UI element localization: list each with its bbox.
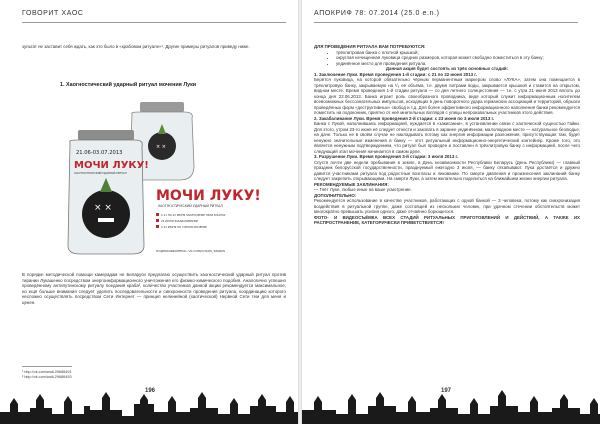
header-rule	[314, 22, 578, 23]
right-page	[302, 0, 600, 424]
intro-paragraph: зультат не заставит себя ждать, как это было в «крабовом ритуале»¹. Другие примеры ритуалов приведу ниже.	[22, 44, 250, 49]
method-paragraph: В порядке методической помощи камерадам не Беларуси предлагаю осуществить хаогностический ударный ритуал против тирании Лукашенко посредством энергоинформационного уничтожения его физико-химического подобия. Аналогично успешно проведённому антипутинскому ритуалу поедания краба², количество участников данной акции рекомендуется максимальное, но ещё больше внимания следует уделить последовательности и синхронности проведения ритуала, координацию которого несложно осуществлять посредством Сети Интернет — принцип нелинейной (хаотической) Нервной Сети тем для меня и ценен.	[22, 272, 286, 305]
running-head-right: АПОКРИФ 78: 07.2014 (25.0 e.n.)	[314, 10, 440, 17]
jar-date: 21.06-03.07.2013	[76, 150, 123, 156]
stage2-text: Банка с Лукой, наполнившись информацией, нуждается в «закисании», в установлении связи с хаотической сущностью Гайки. Для этого, утром 23-го июня её следует отнести и закопать в заранее уединённом, малолюдном месте — натуральное безлюдье, на даче. Только не в своём случае не накладывать потому как энергия информации разложения, присутствующая там, будет ненужно значительные изменения в банку — этот ритуальный информационно-энергетический контейнер. Кроме того, это является ненужным подтверждением, что ритуал был проведён и поставлен в трёхлитровую банку с информацией, после чего следующий этап мочения начинается в самом деле.	[314, 121, 580, 154]
running-head-left: ГОВОРИТ ХАОС	[22, 10, 84, 17]
additional-text: Рекомендуется использование в качестве участников, работающих с одной банкой — 3 человека, потому как синхронизация воздействия в ритуальной группе, даже состоящей из нескольких человек, при удачном стечении обстоятельств может многократно превышать усилия одного, даже отчаянно борющегося.	[314, 198, 580, 214]
poster-date-line: С 24 ИЮНЯ ПО 3 ИЮЛЯ МОЧЕНИЕ	[161, 226, 207, 229]
poster-title: МОЧИ ЛУКУ!	[156, 188, 261, 204]
list-item: • округлая нечищенная луковица средних размеров, которая может свободно поместиться в эту банку;	[336, 55, 580, 61]
spells-heading: РЕКОМЕНДУЕМЫЕ ЗАКЛИНАНИЯ:	[314, 181, 389, 187]
poster-subscribe: ПОДПИСЫВАЙТЕСЬ: VK.COM/CHAOS_SPARKS	[156, 249, 226, 253]
poster-illustration	[60, 96, 261, 256]
stage2-title: 2. Закабаливание Луки. Время проведения 2-й стадии: с 23 июня по 3 июля 2013 г.	[314, 115, 495, 121]
section-heading: 1. Хаогностический ударный ритуал мочения Луки	[60, 82, 197, 88]
skyline-decoration	[302, 390, 600, 424]
skyline-decoration	[0, 390, 298, 424]
footnote: ² http://vk.com/wall-29686493	[22, 375, 72, 379]
header-rule	[22, 22, 286, 23]
list-item: • трёхлитровая банка с плотной крышкой;	[336, 50, 580, 56]
poster-date-line: 23 ИЮНЯ ЗАКАБАЛИВАНИЕ	[161, 220, 199, 223]
page-number-left: 196	[145, 388, 156, 394]
front-jar	[68, 130, 149, 254]
footnotes	[22, 370, 72, 380]
equipment-section	[314, 44, 580, 226]
svg-text:× ×: × ×	[156, 144, 166, 150]
stage3-text: Спустя почти две недели пребывания в земле, в День независимости Республики Беларусь (День Республики) — главный праздник белорусской государственности, празднуемый ежегодно 3 июля, — банку откапывают. Лука достаётся и дружно давится участниками ритуала под радостные возгласы и ликование. По смерти давления и произнесения заклинаний банку следует закрепить открывающими. На смерти Луки, а затем желательно поделиться на ближайшем жизни энергии ритуала.	[314, 159, 580, 181]
jar-title: МОЧИ ЛУКУ!	[74, 160, 149, 171]
equipment-heading: ДЛЯ ПРОВЕДЕНИЯ РИТУАЛА ВАМ ПОТРЕБУЮТСЯ:	[314, 44, 426, 49]
additional-heading: ДОПОЛНИТЕЛЬНО:	[314, 192, 357, 198]
poster-subtitle: ХАОГНОСТИЧЕСКИЙ УДАРНЫЙ РИТУАЛ	[158, 204, 223, 208]
left-page	[0, 0, 298, 424]
svg-text:× ×: × ×	[94, 203, 112, 213]
page-number-right: 197	[441, 388, 452, 394]
poster-dates	[156, 213, 226, 229]
stage1-text: Берётся луковица, на которой обязательно чёрным перманентным маркером слово «ЛУКА», затем она помещается в трёхлитровую банку, закрываемую на ¹/₆ её объёма, т.е. двумя литрами воды, закрывается крышкой и ставится на открытом, видном месте. Время проведения 1-й стадии ритуала — со дня летнего солнцестояния — т.е. с утра 21 июня 2013 вплоть до конца дня 22.06.2013. Банка играет роль своеобразного проводника, видя который служит информационным носителем всевозможных бессознательных импульсов, исходящих в день поворотного удара германских ассоциаций и территорий, обрызги проведённых форм «деструктивных» свобод и т.д. Для более эффективного информационного наполнения банки рекомендуется поместить на подоконник, приятно от неё мнительных взглядов с улицы непроизвольных участников этого действия.	[314, 77, 580, 115]
footnote-rule	[22, 366, 72, 367]
spells-text: — Гнёт Луке, любые иные на ваше усмотрение.	[314, 187, 412, 192]
stages-heading: Данная акция будет состоять из трёх основных стадий:	[385, 66, 509, 71]
list-item: • уединённое место для проведения ритуала.	[336, 61, 580, 67]
footnote: ¹ http://vk.com/wall-29686491	[22, 370, 72, 374]
stage1-title: 1. Заключение Луки. Время проведения 1-й стадии: с 21 по 22 июня 2013 г.	[314, 71, 477, 77]
poster-date-line: С 21 ПО 22 ИЮНЯ ЗАКЛЮЧЕНИЕ ЛУКИ В БАНКУ	[161, 214, 226, 217]
ritual-poster	[60, 96, 261, 256]
jar-subtitle: ХАОГНОСТИЧЕСКИЙ УДАРНЫЙ РИТУАЛ	[74, 172, 127, 175]
closing-statement: ФОТО- И ВИДЕОСЪЁМКА ВСЕХ СТАДИЙ РИТУАЛЬНЫХ ПРИГОТОВЛЕНИЙ И ДЕЙСТВИЙ, А ТАКЖЕ ИХ РАСПРОСТРАНЕНИЕ, КАТЕГОРИЧЕСКИ ПРИВЕТСТВУЕТСЯ!	[314, 214, 580, 225]
equipment-list	[314, 50, 580, 67]
stage3-title: 3. Разрушение Луки. Время проведения 3-й стадии: 3 июля 2013 г.	[314, 154, 459, 159]
